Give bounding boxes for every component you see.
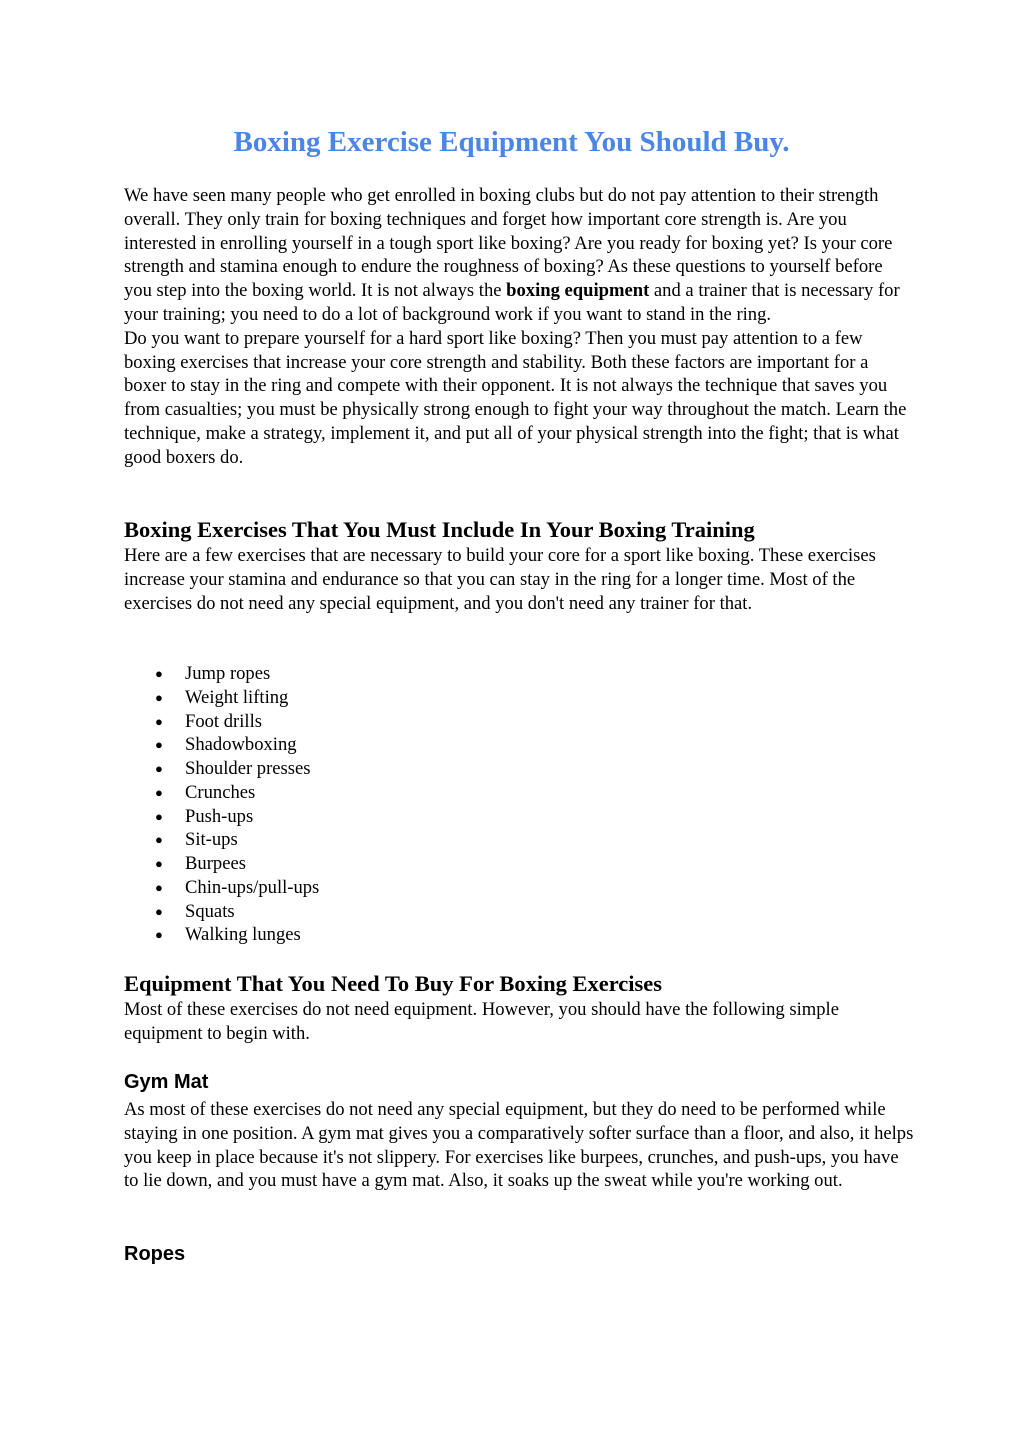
- gym-mat-section: [124, 1069, 914, 1193]
- exercise-list-item: [124, 710, 914, 734]
- exercise-list-item: [124, 900, 914, 924]
- exercise-list-item-label: Squats: [185, 900, 235, 922]
- exercise-list-item: [124, 757, 914, 781]
- exercise-list: [124, 662, 914, 947]
- exercise-list-item-label: Crunches: [185, 781, 256, 803]
- intro-p1-text-before: We have seen many people who get enrolled in boxing clubs but do not pay attention to their strength overall. They only train for boxing techniques and forget how important core strength is. Are you interested in enrolling yourself in a tough sport like boxing? Are you ready for boxing yet? Is your core strength and stamina enough to endure the roughness of boxing? As these questions to yourself before you step into the boxing world. It is not always the: [124, 185, 893, 302]
- bullet-icon: ●: [155, 927, 163, 943]
- intro-p1-bold-term: boxing equipment: [506, 280, 650, 302]
- subheading-ropes: Ropes: [124, 1243, 186, 1265]
- bullet-icon: ●: [155, 832, 163, 848]
- exercise-list-item-label: Burpees: [185, 853, 246, 874]
- exercise-list-item: [124, 876, 914, 900]
- ropes-section: [124, 1241, 914, 1267]
- subheading-gym-mat: Gym Mat: [124, 1071, 209, 1093]
- exercise-list-item: [124, 733, 914, 757]
- intro-section: [124, 184, 914, 470]
- exercise-list-item-label: Chin-ups/pull-ups: [185, 876, 320, 898]
- exercise-list-item-label: Sit-ups: [185, 829, 238, 851]
- exercise-list-item-label: Push-ups: [185, 805, 254, 827]
- exercise-list-item-label: Shoulder presses: [185, 758, 311, 779]
- exercise-list-item-label: Shadowboxing: [185, 734, 297, 756]
- exercise-list-item: [124, 805, 914, 829]
- bullet-icon: ●: [155, 903, 163, 919]
- exercise-list-container: [124, 662, 914, 947]
- bullet-icon: ●: [155, 689, 163, 705]
- bullet-icon: ●: [155, 879, 163, 895]
- exercise-list-item-label: Jump ropes: [185, 663, 271, 684]
- exercise-list-item: [124, 662, 914, 686]
- exercise-list-item: [124, 923, 914, 947]
- page-title: Boxing Exercise Equipment You Should Buy.: [233, 126, 790, 158]
- bullet-icon: ●: [155, 784, 163, 800]
- bullet-icon: ●: [155, 666, 163, 681]
- exercises-section: [124, 516, 914, 615]
- exercise-list-item: [124, 852, 914, 876]
- exercise-list-item: [124, 781, 914, 805]
- intro-paragraph-2: Do you want to prepare yourself for a hard sport like boxing? Then you must pay attention to a few boxing exercises that increase your core strength and stability. Both these factors are important for a boxer to stay in the ring and compete with their opponent. It is not always the technique that saves you from casualties; you must be physically strong enough to fight your way throughout the match. Learn the technique, make a strategy, implement it, and put all of your physical strength into the fight; that is what good boxers do.: [124, 327, 907, 468]
- section-text-equipment: Most of these exercises do not need equipment. However, you should have the following simple equipment to begin with.: [124, 999, 839, 1044]
- intro-p1-text-after: and a trainer that is necessary for your training; you need to do a lot of background work if you want to stand in the ring.: [124, 280, 900, 325]
- bullet-icon: ●: [155, 856, 163, 871]
- section-heading-equipment: Equipment That You Need To Buy For Boxing Exercises: [124, 971, 663, 996]
- equipment-section: [124, 970, 914, 1046]
- exercise-list-item: [124, 828, 914, 852]
- intro-paragraph-1: [124, 184, 914, 327]
- bullet-icon: ●: [155, 713, 163, 729]
- exercise-list-item: [124, 686, 914, 710]
- bullet-icon: ●: [155, 761, 163, 776]
- bullet-icon: ●: [155, 737, 163, 753]
- exercise-list-item-label: Walking lunges: [185, 924, 301, 946]
- bullet-icon: ●: [155, 808, 163, 824]
- exercise-list-item-label: Weight lifting: [185, 686, 289, 708]
- section-text-exercises: Here are a few exercises that are necessary to build your core for a sport like boxing. These exercises increase your stamina and endurance so that you can stay in the ring for a longer time. Most of the exercises do not need any special equipment, and you don't need any trainer for that.: [124, 545, 876, 614]
- gym-mat-text: As most of these exercises do not need any special equipment, but they do need to be performed while staying in one position. A gym mat gives you a comparatively softer surface than a floor, and also, it helps you keep in place because it's not slippery. For exercises like burpees, crunches, and push-ups, you have to lie down, and you must have a gym mat. Also, it soaks up the sweat while you're working out.: [124, 1099, 914, 1192]
- section-heading-exercises: Boxing Exercises That You Must Include In Your Boxing Training: [124, 517, 755, 542]
- exercise-list-item-label: Foot drills: [185, 710, 262, 732]
